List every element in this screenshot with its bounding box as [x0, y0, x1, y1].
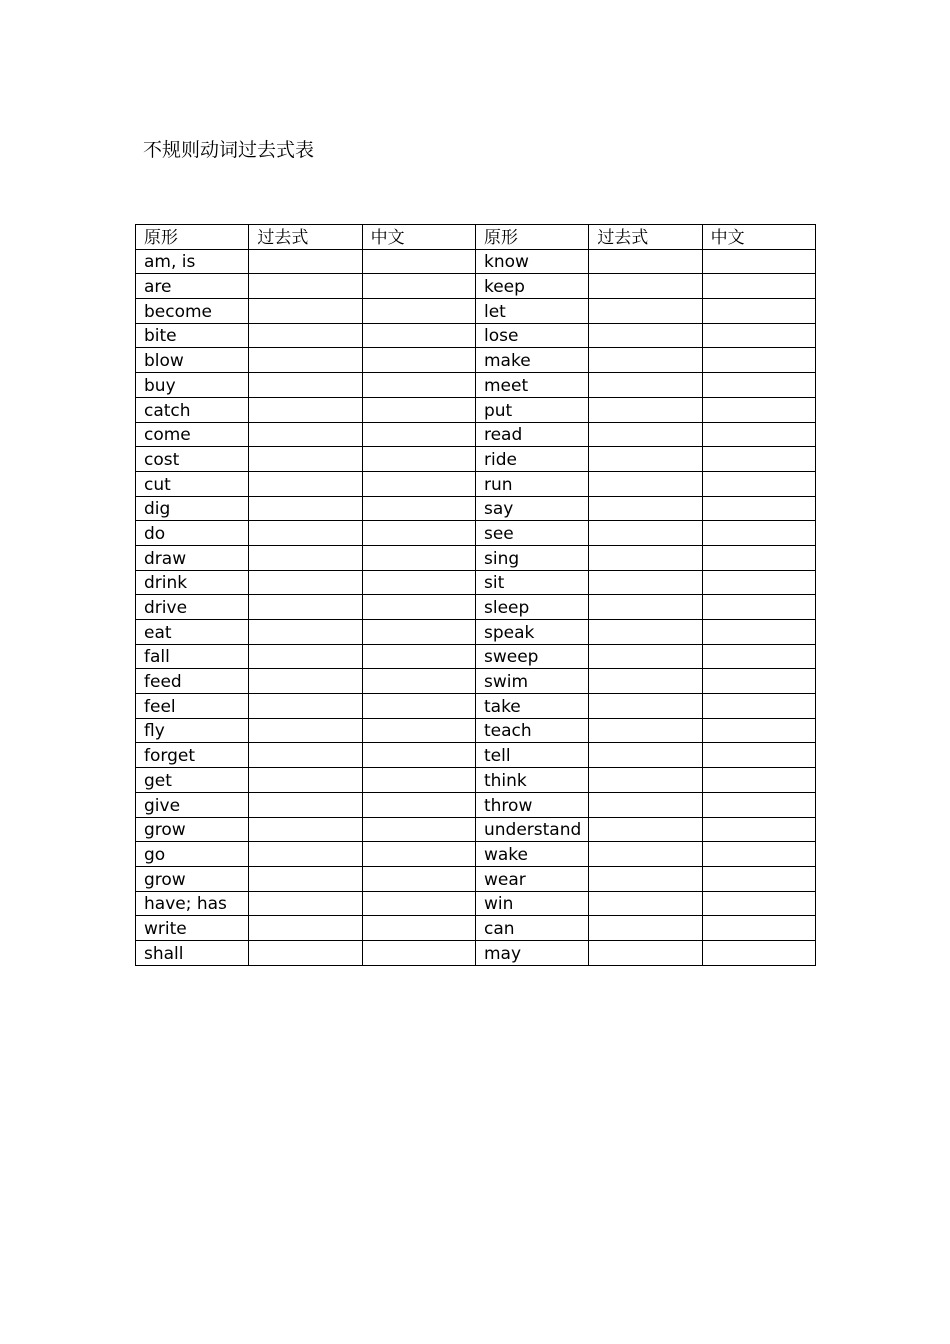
- chinese-cell: [702, 496, 815, 521]
- base-form-cell: cost: [136, 447, 249, 472]
- base-form-cell: take: [475, 694, 588, 719]
- base-form-cell: think: [475, 768, 588, 793]
- chinese-cell: [362, 768, 475, 793]
- chinese-cell: [702, 817, 815, 842]
- header-past-tense-right: 过去式: [589, 225, 702, 250]
- past-tense-cell: [589, 249, 702, 274]
- past-tense-cell: [589, 620, 702, 645]
- base-form-cell: fall: [136, 644, 249, 669]
- base-form-cell: sweep: [475, 644, 588, 669]
- past-tense-cell: [249, 842, 362, 867]
- table-row: [136, 274, 816, 299]
- past-tense-cell: [249, 644, 362, 669]
- past-tense-cell: [589, 916, 702, 941]
- table-row: [136, 620, 816, 645]
- base-form-cell: do: [136, 521, 249, 546]
- table-row: [136, 718, 816, 743]
- past-tense-cell: [249, 447, 362, 472]
- chinese-cell: [702, 274, 815, 299]
- table-row: [136, 249, 816, 274]
- base-form-cell: throw: [475, 792, 588, 817]
- chinese-cell: [702, 521, 815, 546]
- past-tense-cell: [249, 397, 362, 422]
- past-tense-cell: [589, 694, 702, 719]
- chinese-cell: [702, 768, 815, 793]
- base-form-cell: dig: [136, 496, 249, 521]
- past-tense-cell: [589, 718, 702, 743]
- past-tense-cell: [249, 299, 362, 324]
- base-form-cell: understand: [475, 817, 588, 842]
- past-tense-cell: [589, 842, 702, 867]
- chinese-cell: [702, 595, 815, 620]
- past-tense-cell: [589, 940, 702, 965]
- base-form-cell: tell: [475, 743, 588, 768]
- base-form-cell: am, is: [136, 249, 249, 274]
- past-tense-cell: [249, 620, 362, 645]
- past-tense-cell: [249, 817, 362, 842]
- chinese-cell: [702, 792, 815, 817]
- past-tense-cell: [249, 422, 362, 447]
- base-form-cell: wake: [475, 842, 588, 867]
- past-tense-cell: [249, 249, 362, 274]
- chinese-cell: [702, 397, 815, 422]
- chinese-cell: [362, 274, 475, 299]
- chinese-cell: [362, 471, 475, 496]
- table-row: [136, 323, 816, 348]
- past-tense-cell: [249, 496, 362, 521]
- past-tense-cell: [589, 348, 702, 373]
- header-base-form-right: 原形: [475, 225, 588, 250]
- past-tense-cell: [589, 817, 702, 842]
- header-chinese-right: 中文: [702, 225, 815, 250]
- chinese-cell: [702, 299, 815, 324]
- base-form-cell: shall: [136, 940, 249, 965]
- base-form-cell: feel: [136, 694, 249, 719]
- chinese-cell: [362, 570, 475, 595]
- base-form-cell: grow: [136, 866, 249, 891]
- chinese-cell: [362, 496, 475, 521]
- base-form-cell: teach: [475, 718, 588, 743]
- chinese-cell: [362, 792, 475, 817]
- base-form-cell: read: [475, 422, 588, 447]
- chinese-cell: [702, 620, 815, 645]
- chinese-cell: [702, 718, 815, 743]
- table-row: [136, 422, 816, 447]
- chinese-cell: [702, 348, 815, 373]
- chinese-cell: [362, 620, 475, 645]
- chinese-cell: [702, 644, 815, 669]
- table-body: [136, 249, 816, 965]
- past-tense-cell: [249, 916, 362, 941]
- chinese-cell: [702, 373, 815, 398]
- table-row: [136, 595, 816, 620]
- table-row: [136, 916, 816, 941]
- past-tense-cell: [589, 545, 702, 570]
- table-row: [136, 891, 816, 916]
- base-form-cell: swim: [475, 669, 588, 694]
- past-tense-cell: [589, 299, 702, 324]
- base-form-cell: meet: [475, 373, 588, 398]
- chinese-cell: [702, 866, 815, 891]
- base-form-cell: feed: [136, 669, 249, 694]
- base-form-cell: wear: [475, 866, 588, 891]
- chinese-cell: [362, 644, 475, 669]
- chinese-cell: [362, 397, 475, 422]
- table-row: [136, 792, 816, 817]
- chinese-cell: [362, 866, 475, 891]
- table-row: [136, 842, 816, 867]
- base-form-cell: drive: [136, 595, 249, 620]
- chinese-cell: [702, 694, 815, 719]
- base-form-cell: catch: [136, 397, 249, 422]
- past-tense-cell: [589, 274, 702, 299]
- chinese-cell: [362, 249, 475, 274]
- base-form-cell: win: [475, 891, 588, 916]
- base-form-cell: sleep: [475, 595, 588, 620]
- header-base-form-left: 原形: [136, 225, 249, 250]
- table-row: [136, 373, 816, 398]
- past-tense-cell: [249, 274, 362, 299]
- chinese-cell: [362, 940, 475, 965]
- table-row: [136, 299, 816, 324]
- chinese-cell: [702, 743, 815, 768]
- chinese-cell: [702, 422, 815, 447]
- past-tense-cell: [249, 669, 362, 694]
- chinese-cell: [362, 743, 475, 768]
- base-form-cell: know: [475, 249, 588, 274]
- base-form-cell: can: [475, 916, 588, 941]
- chinese-cell: [702, 249, 815, 274]
- past-tense-cell: [589, 644, 702, 669]
- base-form-cell: speak: [475, 620, 588, 645]
- past-tense-cell: [249, 373, 362, 398]
- page-title: 不规则动词过去式表: [143, 139, 315, 161]
- base-form-cell: see: [475, 521, 588, 546]
- table-row: [136, 694, 816, 719]
- chinese-cell: [362, 694, 475, 719]
- base-form-cell: have; has: [136, 891, 249, 916]
- base-form-cell: grow: [136, 817, 249, 842]
- chinese-cell: [702, 323, 815, 348]
- table-row: [136, 940, 816, 965]
- chinese-cell: [702, 545, 815, 570]
- past-tense-cell: [589, 595, 702, 620]
- table-row: [136, 570, 816, 595]
- base-form-cell: are: [136, 274, 249, 299]
- past-tense-cell: [589, 669, 702, 694]
- past-tense-cell: [249, 743, 362, 768]
- base-form-cell: write: [136, 916, 249, 941]
- past-tense-cell: [249, 323, 362, 348]
- table-row: [136, 447, 816, 472]
- chinese-cell: [362, 891, 475, 916]
- chinese-cell: [702, 916, 815, 941]
- table-row: [136, 644, 816, 669]
- base-form-cell: buy: [136, 373, 249, 398]
- table-row: [136, 768, 816, 793]
- past-tense-cell: [249, 718, 362, 743]
- past-tense-cell: [249, 471, 362, 496]
- chinese-cell: [362, 817, 475, 842]
- table-row: [136, 521, 816, 546]
- base-form-cell: blow: [136, 348, 249, 373]
- table-row: [136, 817, 816, 842]
- chinese-cell: [362, 718, 475, 743]
- past-tense-cell: [589, 422, 702, 447]
- base-form-cell: lose: [475, 323, 588, 348]
- past-tense-cell: [589, 397, 702, 422]
- base-form-cell: make: [475, 348, 588, 373]
- table-row: [136, 545, 816, 570]
- past-tense-cell: [589, 471, 702, 496]
- past-tense-cell: [249, 891, 362, 916]
- base-form-cell: ride: [475, 447, 588, 472]
- chinese-cell: [702, 940, 815, 965]
- chinese-cell: [362, 373, 475, 398]
- past-tense-cell: [249, 792, 362, 817]
- base-form-cell: fly: [136, 718, 249, 743]
- chinese-cell: [702, 669, 815, 694]
- past-tense-cell: [249, 545, 362, 570]
- past-tense-cell: [249, 866, 362, 891]
- base-form-cell: drink: [136, 570, 249, 595]
- base-form-cell: may: [475, 940, 588, 965]
- table-row: [136, 496, 816, 521]
- past-tense-cell: [589, 521, 702, 546]
- base-form-cell: eat: [136, 620, 249, 645]
- past-tense-cell: [589, 496, 702, 521]
- past-tense-cell: [249, 521, 362, 546]
- past-tense-cell: [249, 348, 362, 373]
- base-form-cell: become: [136, 299, 249, 324]
- past-tense-cell: [249, 768, 362, 793]
- table-header-row: [136, 225, 816, 250]
- past-tense-cell: [249, 940, 362, 965]
- chinese-cell: [702, 447, 815, 472]
- table-row: [136, 471, 816, 496]
- base-form-cell: forget: [136, 743, 249, 768]
- base-form-cell: sit: [475, 570, 588, 595]
- table-row: [136, 866, 816, 891]
- chinese-cell: [362, 323, 475, 348]
- chinese-cell: [362, 545, 475, 570]
- base-form-cell: sing: [475, 545, 588, 570]
- base-form-cell: draw: [136, 545, 249, 570]
- chinese-cell: [362, 447, 475, 472]
- chinese-cell: [362, 842, 475, 867]
- chinese-cell: [702, 471, 815, 496]
- past-tense-cell: [589, 323, 702, 348]
- chinese-cell: [702, 570, 815, 595]
- irregular-verb-table: [135, 224, 816, 966]
- base-form-cell: come: [136, 422, 249, 447]
- past-tense-cell: [589, 373, 702, 398]
- base-form-cell: run: [475, 471, 588, 496]
- base-form-cell: go: [136, 842, 249, 867]
- chinese-cell: [362, 422, 475, 447]
- base-form-cell: get: [136, 768, 249, 793]
- base-form-cell: put: [475, 397, 588, 422]
- chinese-cell: [702, 842, 815, 867]
- base-form-cell: cut: [136, 471, 249, 496]
- base-form-cell: let: [475, 299, 588, 324]
- chinese-cell: [362, 299, 475, 324]
- base-form-cell: keep: [475, 274, 588, 299]
- base-form-cell: give: [136, 792, 249, 817]
- base-form-cell: bite: [136, 323, 249, 348]
- past-tense-cell: [589, 768, 702, 793]
- past-tense-cell: [589, 866, 702, 891]
- chinese-cell: [362, 595, 475, 620]
- chinese-cell: [362, 916, 475, 941]
- past-tense-cell: [249, 570, 362, 595]
- table-row: [136, 743, 816, 768]
- past-tense-cell: [589, 447, 702, 472]
- header-chinese-left: 中文: [362, 225, 475, 250]
- past-tense-cell: [589, 891, 702, 916]
- past-tense-cell: [589, 743, 702, 768]
- past-tense-cell: [249, 595, 362, 620]
- past-tense-cell: [249, 694, 362, 719]
- table-row: [136, 397, 816, 422]
- table-row: [136, 669, 816, 694]
- header-past-tense-left: 过去式: [249, 225, 362, 250]
- chinese-cell: [362, 521, 475, 546]
- past-tense-cell: [589, 570, 702, 595]
- base-form-cell: say: [475, 496, 588, 521]
- chinese-cell: [702, 891, 815, 916]
- past-tense-cell: [589, 792, 702, 817]
- table-row: [136, 348, 816, 373]
- chinese-cell: [362, 669, 475, 694]
- chinese-cell: [362, 348, 475, 373]
